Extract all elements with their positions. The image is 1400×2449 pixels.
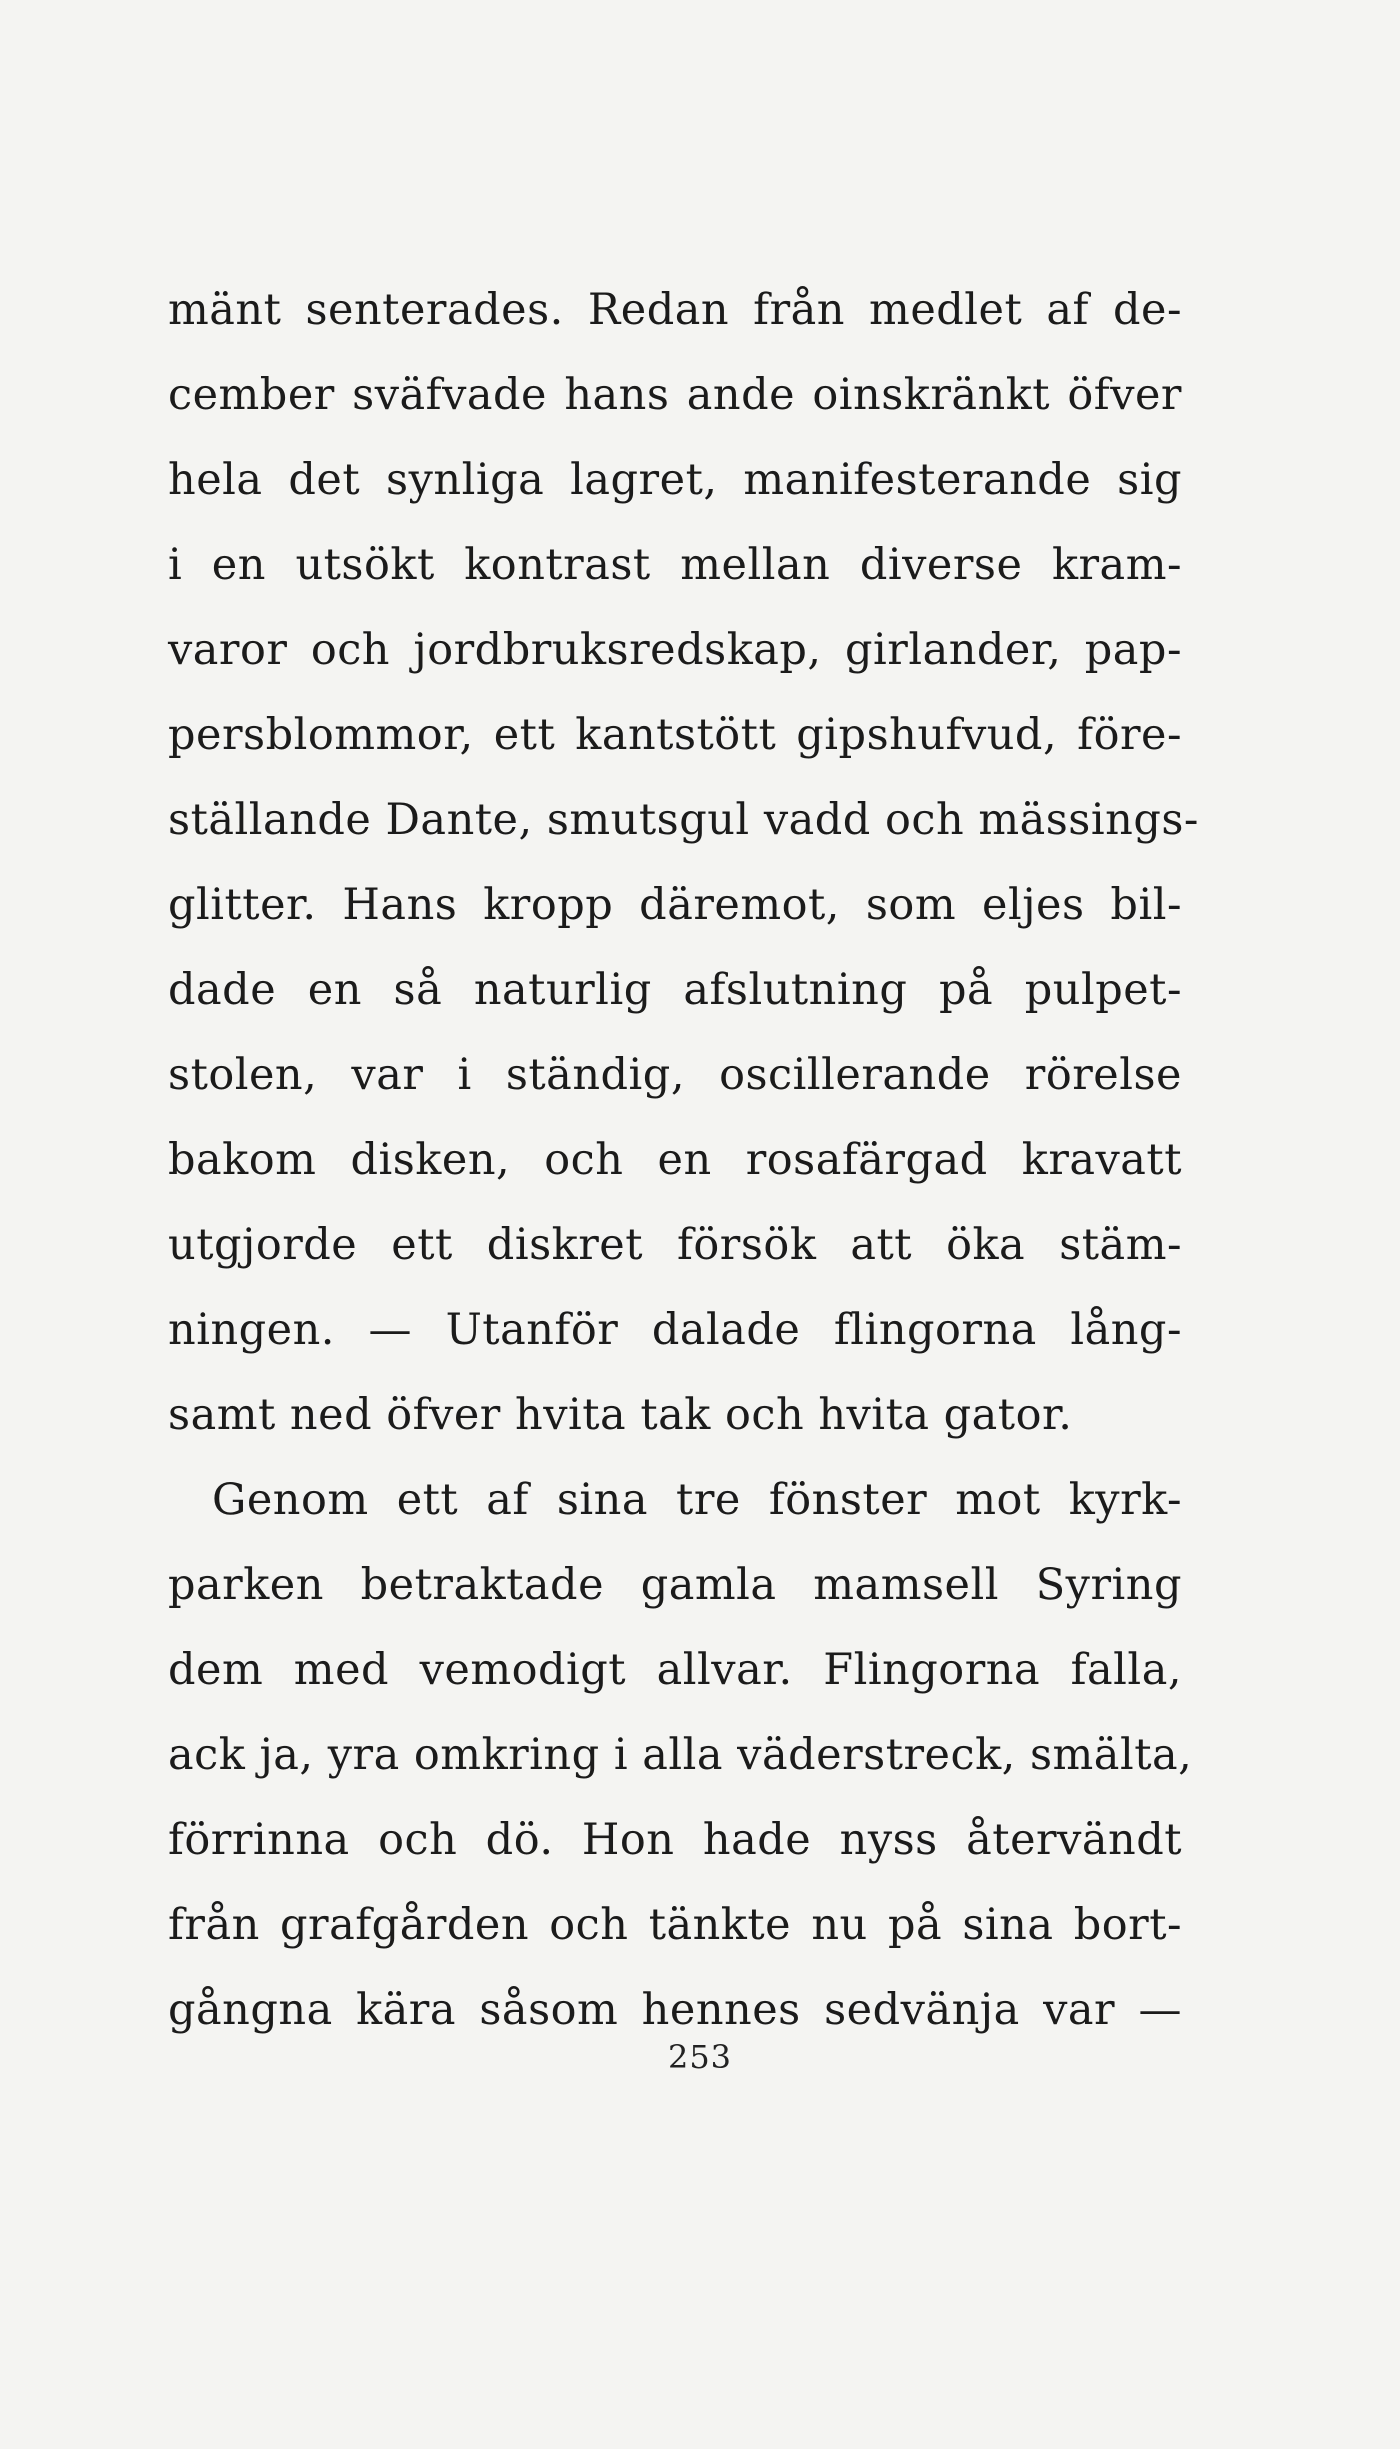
paragraph-start-line: Genom ett af sina tre fönster mot kyrk- bbox=[212, 1475, 1182, 1525]
text-line: dem med vemodigt allvar. Flingorna falla, bbox=[168, 1645, 1182, 1695]
text-line: utgjorde ett diskret försök att öka stäm- bbox=[168, 1220, 1182, 1270]
text-line: stolen, var i ständig, oscillerande rörelse bbox=[168, 1050, 1182, 1100]
text-line: varor och jordbruksredskap, girlander, pap- bbox=[168, 625, 1182, 675]
text-line: i en utsökt kontrast mellan diverse kram- bbox=[168, 540, 1182, 590]
paragraph-end-line: samt ned öfver hvita tak och hvita gator. bbox=[168, 1390, 1073, 1440]
text-line: glitter. Hans kropp däremot, som eljes bil- bbox=[168, 880, 1182, 930]
text-line: ställande Dante, smutsgul vadd och mässings- bbox=[168, 795, 1199, 845]
text-line: gångna kära såsom hennes sedvänja var — bbox=[168, 1985, 1182, 2035]
text-line: ningen. — Utanför dalade flingorna lång- bbox=[168, 1305, 1182, 1355]
text-line: cember sväfvade hans ande oinskränkt öfver bbox=[168, 370, 1182, 420]
text-line: parken betraktade gamla mamsell Syring bbox=[168, 1560, 1182, 1610]
text-line: från grafgården och tänkte nu på sina bort- bbox=[168, 1900, 1182, 1950]
text-line: dade en så naturlig afslutning på pulpet- bbox=[168, 965, 1182, 1015]
text-line: ack ja, yra omkring i alla väderstreck, smälta, bbox=[168, 1730, 1193, 1780]
text-line: bakom disken, och en rosafärgad kravatt bbox=[168, 1135, 1182, 1185]
text-line: hela det synliga lagret, manifesterande sig bbox=[168, 455, 1182, 505]
body-text bbox=[168, 268, 1199, 2053]
text-line: mänt senterades. Redan från medlet af de- bbox=[168, 285, 1182, 335]
text-line: förrinna och dö. Hon hade nyss återvändt bbox=[168, 1815, 1182, 1865]
text-line: persblommor, ett kantstött gipshufvud, före- bbox=[168, 710, 1182, 760]
page-number: 253 bbox=[667, 2038, 733, 2076]
